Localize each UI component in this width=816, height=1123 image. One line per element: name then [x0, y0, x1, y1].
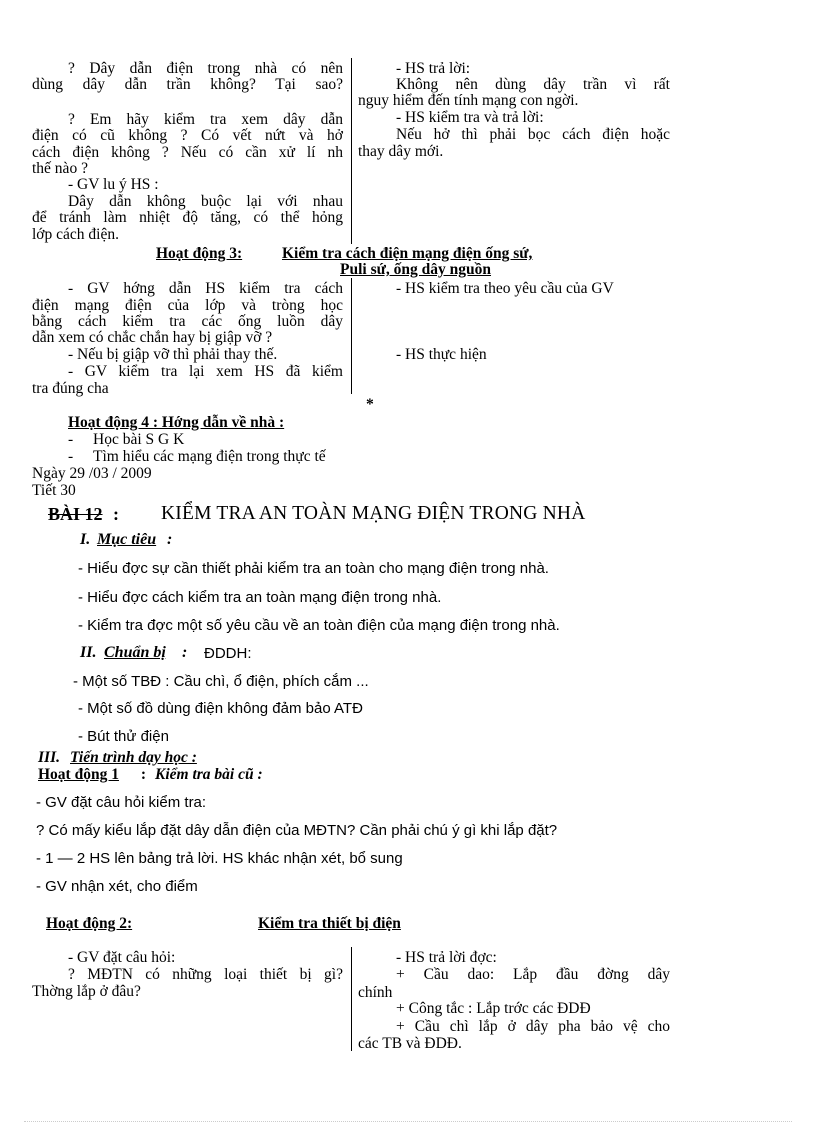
- a2-left-line: - GV đặt câu hỏi:: [68, 949, 176, 966]
- preparation-item: - Một số TBĐ : Cầu chì, ổ điện, phích cắm ...: [73, 673, 369, 690]
- s1-left-line: dùng dây dẫn trần không? Tại sao?: [32, 76, 343, 93]
- s1-right-line: Không nên dùng dây trần vì rất: [396, 76, 670, 93]
- activity1-label: Hoạt động 1: [38, 766, 119, 783]
- column-divider: [351, 278, 352, 394]
- preparation-roman: II.: [80, 644, 97, 661]
- activity4-item: Học bài S G K: [93, 431, 185, 448]
- activity4-item: Tìm hiểu các mạng điện trong thực tế: [93, 448, 326, 465]
- preparation-item: - Bút thử điện: [78, 728, 169, 745]
- a3-right-line: - HS thực hiện: [396, 346, 487, 363]
- activity3-title-line2: Puli sứ, ống dây nguồn: [340, 261, 492, 278]
- activity3-label: Hoạt động 3:: [156, 245, 243, 262]
- process-heading: Tiến trình dạy học :: [70, 749, 197, 766]
- activity1-item: - GV nhận xét, cho điểm: [36, 878, 198, 895]
- s1-left-line: ? Dây dẫn điện trong nhà có nên: [68, 60, 343, 77]
- a2-left-line: ? MĐTN có những loại thiết bị gì?: [68, 966, 343, 983]
- activity2-label: Hoạt động 2:: [46, 915, 133, 932]
- column-divider: [351, 58, 352, 244]
- preparation-colon: :: [182, 644, 188, 661]
- activity2-title: Kiểm tra thiết bị điện: [258, 915, 401, 932]
- s1-right-line: - HS kiểm tra và trả lời:: [396, 109, 544, 126]
- column-divider: [351, 947, 352, 1051]
- a2-right-line: - HS trả lời đợc:: [396, 949, 497, 966]
- objectives-heading: Mục tiêu: [97, 531, 157, 548]
- lesson-number: BÀI 12: [48, 504, 103, 524]
- a2-right-line: + Công tắc : Lắp trớc các ĐDĐ: [396, 1000, 591, 1017]
- s1-left-line: ? Em hãy kiểm tra xem dây dẫn: [68, 111, 343, 128]
- a3-left-line: - GV hớng dẫn HS kiểm tra cách: [68, 280, 343, 297]
- s1-right-line: Nếu hở thì phải bọc cách điện hoặc: [396, 126, 670, 143]
- s1-left-line: điện có cũ không ? Có vết nứt và hở: [32, 127, 343, 144]
- date: Ngày 29 /03 / 2009: [32, 465, 152, 482]
- preparation-heading: Chuẩn bị: [104, 644, 166, 661]
- period: Tiết 30: [32, 482, 76, 499]
- lesson-colon: :: [113, 504, 119, 524]
- a2-left-line: Thờng lắp ở đâu?: [32, 983, 141, 1000]
- activity1-subtitle: Kiểm tra bài cũ :: [155, 766, 263, 783]
- a2-right-line: + Cầu dao: Lắp đầu đờng dây: [396, 966, 670, 983]
- a2-right-line: chính: [358, 984, 393, 1001]
- s1-left-line: lớp cách điện.: [32, 226, 119, 243]
- bullet-dash: -: [68, 431, 74, 448]
- s1-left-line: Dây dẫn không buộc lại với nhau: [68, 193, 343, 210]
- s1-left-line: - GV lu ý HS :: [68, 176, 159, 193]
- objective-item: - Hiểu đợc sự cần thiết phải kiểm tra an toàn cho mạng điện trong nhà.: [78, 560, 549, 577]
- a3-left-line: dẫn xem có chắc chắn hay bị giập vỡ ?: [32, 329, 273, 346]
- a3-left-line: tra đúng cha: [32, 380, 109, 397]
- activity1-colon: :: [137, 766, 150, 783]
- preparation-item: - Một số đồ dùng điện không đảm bảo ATĐ: [78, 700, 363, 717]
- s1-left-line: thế nào ?: [32, 160, 88, 177]
- s1-right-line: - HS trả lời:: [396, 60, 471, 77]
- objective-item: - Hiểu đợc cách kiểm tra an toàn mạng điện trong nhà.: [78, 589, 442, 606]
- a3-left-line: - GV kiểm tra lại xem HS đã kiểm: [68, 363, 343, 380]
- activity1-item: - 1 — 2 HS lên bảng trả lời. HS khác nhận xét, bổ sung: [36, 850, 403, 867]
- objectives-roman: I.: [80, 531, 91, 548]
- objectives-colon: :: [167, 531, 173, 548]
- s1-right-line: nguy hiểm đến tính mạng con ngời.: [358, 92, 579, 109]
- preparation-tail: ĐDDH:: [204, 645, 252, 662]
- page-bottom-border: [24, 1121, 792, 1122]
- lesson-title: KIỂM TRA AN TOÀN MẠNG ĐIỆN TRONG NHÀ: [161, 503, 586, 524]
- a3-right-line: - HS kiểm tra theo yêu cầu của GV: [396, 280, 614, 297]
- a3-left-line: điện mạng điện của lớp và tròng học: [32, 297, 343, 314]
- a2-right-line: các TB và ĐDĐ.: [358, 1035, 462, 1052]
- activity1-item: - GV đặt câu hỏi kiểm tra:: [36, 794, 207, 811]
- s1-left-line: để tránh làm nhiệt độ tăng, có thể hỏng: [32, 209, 343, 226]
- bullet-dash: -: [68, 448, 74, 465]
- activity1-item: ? Có mấy kiểu lắp đặt dây dẫn điện của MĐTN? Cần phải chú ý gì khi lắp đặt?: [36, 822, 558, 839]
- a3-left-line: bằng cách kiểm tra các ống luồn dây: [32, 313, 343, 330]
- s1-left-line: cách điện không ? Nếu có cần xử lí nh: [32, 144, 343, 161]
- s1-right-line: thay dây mới.: [358, 143, 444, 160]
- a3-left-line: - Nếu bị giập vỡ thì phải thay thế.: [68, 346, 278, 363]
- objective-item: - Kiểm tra đợc một số yêu cầu về an toàn điện của mạng điện trong nhà.: [78, 617, 560, 634]
- star-mark: *: [366, 396, 374, 413]
- activity4-title: Hoạt động 4 : Hớng dẫn về nhà :: [68, 414, 285, 431]
- a2-right-line: + Cầu chì lắp ở dây pha bảo vệ cho: [396, 1018, 670, 1035]
- process-roman: III.: [38, 749, 60, 766]
- activity3-title-line1: Kiểm tra cách điện mạng điện ống sứ,: [282, 245, 533, 262]
